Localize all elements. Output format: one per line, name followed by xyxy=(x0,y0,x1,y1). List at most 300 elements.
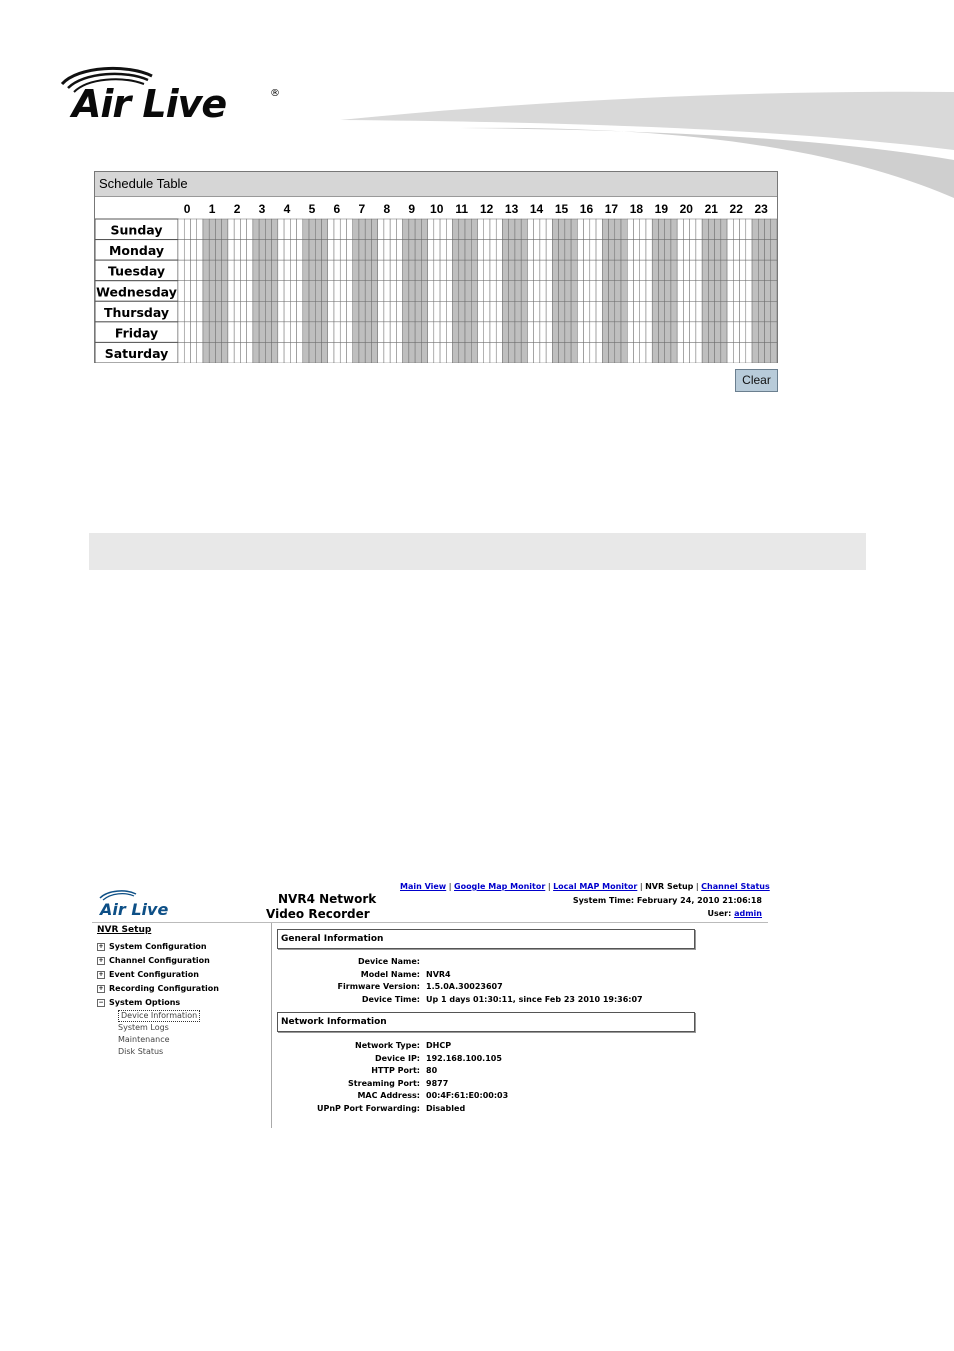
schedule-cell[interactable] xyxy=(234,219,240,240)
schedule-cell[interactable] xyxy=(758,219,764,240)
schedule-cell[interactable] xyxy=(746,240,752,261)
schedule-cell[interactable] xyxy=(727,281,733,302)
schedule-cell[interactable] xyxy=(615,219,621,240)
expand-icon[interactable]: + xyxy=(98,970,104,978)
schedule-cell[interactable] xyxy=(577,301,583,322)
schedule-cell[interactable] xyxy=(527,240,533,261)
schedule-cell[interactable] xyxy=(696,342,702,363)
schedule-cell[interactable] xyxy=(484,240,490,261)
schedule-cell[interactable] xyxy=(677,240,683,261)
schedule-cell[interactable] xyxy=(740,219,746,240)
schedule-cell[interactable] xyxy=(752,322,758,343)
schedule-cell[interactable] xyxy=(552,240,558,261)
schedule-cell[interactable] xyxy=(197,240,203,261)
schedule-cell[interactable] xyxy=(540,342,546,363)
schedule-cell[interactable] xyxy=(478,240,484,261)
schedule-cell[interactable] xyxy=(228,301,234,322)
schedule-cell[interactable] xyxy=(702,322,708,343)
schedule-cell[interactable] xyxy=(758,260,764,281)
schedule-cell[interactable] xyxy=(615,260,621,281)
schedule-cell[interactable] xyxy=(334,219,340,240)
schedule-cell[interactable] xyxy=(521,281,527,302)
schedule-cell[interactable] xyxy=(340,301,346,322)
schedule-cell[interactable] xyxy=(721,260,727,281)
schedule-cell[interactable] xyxy=(303,342,309,363)
schedule-cell[interactable] xyxy=(184,240,190,261)
schedule-cell[interactable] xyxy=(440,219,446,240)
schedule-cell[interactable] xyxy=(765,342,771,363)
schedule-cell[interactable] xyxy=(228,342,234,363)
schedule-cell[interactable] xyxy=(758,240,764,261)
schedule-cell[interactable] xyxy=(552,301,558,322)
schedule-cell[interactable] xyxy=(490,260,496,281)
schedule-cell[interactable] xyxy=(309,322,315,343)
schedule-cell[interactable] xyxy=(247,260,253,281)
schedule-cell[interactable] xyxy=(396,240,402,261)
schedule-cell[interactable] xyxy=(190,281,196,302)
sidebar-subitem-maintenance[interactable]: Maintenance xyxy=(118,1035,170,1044)
schedule-cell[interactable] xyxy=(303,219,309,240)
clear-button[interactable]: Clear xyxy=(735,369,778,392)
schedule-cell[interactable] xyxy=(440,240,446,261)
schedule-cell[interactable] xyxy=(403,322,409,343)
schedule-cell[interactable] xyxy=(584,219,590,240)
schedule-cell[interactable] xyxy=(546,322,552,343)
schedule-cell[interactable] xyxy=(359,281,365,302)
schedule-cell[interactable] xyxy=(259,322,265,343)
schedule-cell[interactable] xyxy=(371,342,377,363)
schedule-cell[interactable] xyxy=(315,301,321,322)
schedule-cell[interactable] xyxy=(509,281,515,302)
schedule-cell[interactable] xyxy=(334,301,340,322)
schedule-cell[interactable] xyxy=(259,240,265,261)
schedule-cell[interactable] xyxy=(640,322,646,343)
schedule-cell[interactable] xyxy=(640,260,646,281)
schedule-cell[interactable] xyxy=(278,301,284,322)
schedule-cell[interactable] xyxy=(490,240,496,261)
schedule-cell[interactable] xyxy=(771,301,777,322)
schedule-cell[interactable] xyxy=(652,322,658,343)
schedule-cell[interactable] xyxy=(259,301,265,322)
schedule-cell[interactable] xyxy=(640,219,646,240)
schedule-cell[interactable] xyxy=(478,260,484,281)
schedule-cell[interactable] xyxy=(222,219,228,240)
schedule-cell[interactable] xyxy=(490,301,496,322)
schedule-cell[interactable] xyxy=(322,240,328,261)
schedule-cell[interactable] xyxy=(496,322,502,343)
schedule-cell[interactable] xyxy=(215,219,221,240)
schedule-cell[interactable] xyxy=(240,301,246,322)
schedule-cell[interactable] xyxy=(209,342,215,363)
schedule-cell[interactable] xyxy=(278,322,284,343)
schedule-cell[interactable] xyxy=(527,260,533,281)
schedule-cell[interactable] xyxy=(272,260,278,281)
schedule-cell[interactable] xyxy=(665,322,671,343)
schedule-cell[interactable] xyxy=(546,260,552,281)
schedule-cell[interactable] xyxy=(309,219,315,240)
schedule-cell[interactable] xyxy=(515,342,521,363)
schedule-cell[interactable] xyxy=(253,342,259,363)
schedule-cell[interactable] xyxy=(671,260,677,281)
schedule-cell[interactable] xyxy=(671,240,677,261)
schedule-cell[interactable] xyxy=(559,342,565,363)
schedule-cell[interactable] xyxy=(346,342,352,363)
schedule-cell[interactable] xyxy=(278,342,284,363)
schedule-cell[interactable] xyxy=(446,240,452,261)
schedule-cell[interactable] xyxy=(565,260,571,281)
schedule-cell[interactable] xyxy=(646,322,652,343)
schedule-cell[interactable] xyxy=(297,342,303,363)
schedule-cell[interactable] xyxy=(502,260,508,281)
schedule-cell[interactable] xyxy=(546,281,552,302)
schedule-cell[interactable] xyxy=(665,342,671,363)
schedule-cell[interactable] xyxy=(496,301,502,322)
schedule-cell[interactable] xyxy=(540,322,546,343)
schedule-cell[interactable] xyxy=(396,301,402,322)
schedule-cell[interactable] xyxy=(234,260,240,281)
schedule-cell[interactable] xyxy=(253,260,259,281)
schedule-cell[interactable] xyxy=(253,281,259,302)
schedule-cell[interactable] xyxy=(240,281,246,302)
schedule-cell[interactable] xyxy=(633,219,639,240)
schedule-cell[interactable] xyxy=(521,301,527,322)
user-link[interactable]: admin xyxy=(734,909,762,918)
schedule-cell[interactable] xyxy=(752,240,758,261)
schedule-cell[interactable] xyxy=(515,301,521,322)
schedule-cell[interactable] xyxy=(365,219,371,240)
schedule-cell[interactable] xyxy=(434,240,440,261)
schedule-cell[interactable] xyxy=(609,301,615,322)
schedule-cell[interactable] xyxy=(415,281,421,302)
schedule-cell[interactable] xyxy=(771,281,777,302)
schedule-cell[interactable] xyxy=(384,240,390,261)
schedule-cell[interactable] xyxy=(521,219,527,240)
schedule-cell[interactable] xyxy=(215,281,221,302)
schedule-cell[interactable] xyxy=(484,322,490,343)
schedule-cell[interactable] xyxy=(708,219,714,240)
schedule-cell[interactable] xyxy=(740,260,746,281)
schedule-cell[interactable] xyxy=(615,240,621,261)
schedule-cell[interactable] xyxy=(590,301,596,322)
schedule-cell[interactable] xyxy=(665,281,671,302)
schedule-cell[interactable] xyxy=(478,342,484,363)
schedule-cell[interactable] xyxy=(758,322,764,343)
schedule-cell[interactable] xyxy=(453,322,459,343)
schedule-cell[interactable] xyxy=(609,240,615,261)
schedule-cell[interactable] xyxy=(453,260,459,281)
schedule-cell[interactable] xyxy=(272,301,278,322)
schedule-cell[interactable] xyxy=(465,301,471,322)
schedule-cell[interactable] xyxy=(658,301,664,322)
schedule-cell[interactable] xyxy=(515,260,521,281)
schedule-cell[interactable] xyxy=(621,260,627,281)
schedule-cell[interactable] xyxy=(409,281,415,302)
schedule-cell[interactable] xyxy=(272,240,278,261)
schedule-cell[interactable] xyxy=(203,322,209,343)
schedule-cell[interactable] xyxy=(596,219,602,240)
schedule-cell[interactable] xyxy=(746,281,752,302)
schedule-cell[interactable] xyxy=(633,260,639,281)
schedule-cell[interactable] xyxy=(615,342,621,363)
schedule-cell[interactable] xyxy=(584,240,590,261)
schedule-cell[interactable] xyxy=(721,219,727,240)
schedule-cell[interactable] xyxy=(371,301,377,322)
schedule-cell[interactable] xyxy=(334,281,340,302)
schedule-cell[interactable] xyxy=(721,240,727,261)
schedule-cell[interactable] xyxy=(602,301,608,322)
schedule-cell[interactable] xyxy=(446,260,452,281)
schedule-cell[interactable] xyxy=(521,260,527,281)
schedule-cell[interactable] xyxy=(596,342,602,363)
schedule-cell[interactable] xyxy=(390,342,396,363)
schedule-cell[interactable] xyxy=(733,301,739,322)
schedule-cell[interactable] xyxy=(415,342,421,363)
schedule-cell[interactable] xyxy=(683,260,689,281)
schedule-cell[interactable] xyxy=(259,260,265,281)
schedule-cell[interactable] xyxy=(371,219,377,240)
schedule-cell[interactable] xyxy=(671,342,677,363)
schedule-cell[interactable] xyxy=(527,322,533,343)
schedule-cell[interactable] xyxy=(315,260,321,281)
schedule-cell[interactable] xyxy=(496,240,502,261)
schedule-cell[interactable] xyxy=(253,240,259,261)
schedule-cell[interactable] xyxy=(677,281,683,302)
schedule-cell[interactable] xyxy=(340,281,346,302)
schedule-cell[interactable] xyxy=(396,322,402,343)
schedule-cell[interactable] xyxy=(403,219,409,240)
schedule-cell[interactable] xyxy=(340,240,346,261)
schedule-cell[interactable] xyxy=(328,322,334,343)
schedule-cell[interactable] xyxy=(708,260,714,281)
schedule-cell[interactable] xyxy=(234,342,240,363)
schedule-cell[interactable] xyxy=(328,240,334,261)
schedule-cell[interactable] xyxy=(590,281,596,302)
schedule-cell[interactable] xyxy=(740,322,746,343)
schedule-cell[interactable] xyxy=(184,219,190,240)
schedule-cell[interactable] xyxy=(627,240,633,261)
schedule-cell[interactable] xyxy=(215,260,221,281)
schedule-cell[interactable] xyxy=(284,322,290,343)
schedule-cell[interactable] xyxy=(403,240,409,261)
schedule-cell[interactable] xyxy=(265,342,271,363)
schedule-cell[interactable] xyxy=(621,281,627,302)
schedule-cell[interactable] xyxy=(733,342,739,363)
schedule-cell[interactable] xyxy=(615,301,621,322)
schedule-cell[interactable] xyxy=(434,342,440,363)
schedule-cell[interactable] xyxy=(621,240,627,261)
schedule-cell[interactable] xyxy=(390,260,396,281)
schedule-cell[interactable] xyxy=(353,301,359,322)
schedule-cell[interactable] xyxy=(396,260,402,281)
schedule-cell[interactable] xyxy=(428,281,434,302)
schedule-cell[interactable] xyxy=(309,260,315,281)
schedule-cell[interactable] xyxy=(415,322,421,343)
schedule-cell[interactable] xyxy=(309,301,315,322)
schedule-cell[interactable] xyxy=(415,260,421,281)
schedule-cell[interactable] xyxy=(733,260,739,281)
schedule-cell[interactable] xyxy=(446,301,452,322)
schedule-cell[interactable] xyxy=(240,342,246,363)
schedule-cell[interactable] xyxy=(708,240,714,261)
schedule-cell[interactable] xyxy=(334,322,340,343)
schedule-cell[interactable] xyxy=(565,301,571,322)
schedule-cell[interactable] xyxy=(677,260,683,281)
schedule-cell[interactable] xyxy=(733,281,739,302)
schedule-cell[interactable] xyxy=(290,342,296,363)
schedule-cell[interactable] xyxy=(178,260,184,281)
schedule-cell[interactable] xyxy=(421,322,427,343)
schedule-cell[interactable] xyxy=(284,219,290,240)
schedule-cell[interactable] xyxy=(459,281,465,302)
schedule-cell[interactable] xyxy=(265,301,271,322)
schedule-cell[interactable] xyxy=(209,322,215,343)
schedule-cell[interactable] xyxy=(478,301,484,322)
schedule-cell[interactable] xyxy=(440,342,446,363)
schedule-cell[interactable] xyxy=(353,322,359,343)
schedule-cell[interactable] xyxy=(178,322,184,343)
sidebar-item-event-configuration[interactable]: + Event Configuration xyxy=(98,970,199,979)
schedule-cell[interactable] xyxy=(209,301,215,322)
schedule-cell[interactable] xyxy=(633,342,639,363)
schedule-cell[interactable] xyxy=(365,322,371,343)
schedule-cell[interactable] xyxy=(652,342,658,363)
schedule-cell[interactable] xyxy=(253,219,259,240)
schedule-cell[interactable] xyxy=(396,219,402,240)
schedule-cell[interactable] xyxy=(290,260,296,281)
schedule-cell[interactable] xyxy=(708,281,714,302)
schedule-cell[interactable] xyxy=(758,301,764,322)
schedule-cell[interactable] xyxy=(740,240,746,261)
schedule-cell[interactable] xyxy=(577,240,583,261)
schedule-cell[interactable] xyxy=(184,342,190,363)
sidebar-title[interactable]: NVR Setup xyxy=(97,925,152,935)
schedule-cell[interactable] xyxy=(434,260,440,281)
schedule-cell[interactable] xyxy=(459,301,465,322)
schedule-cell[interactable] xyxy=(209,219,215,240)
schedule-cell[interactable] xyxy=(403,342,409,363)
schedule-cell[interactable] xyxy=(297,281,303,302)
schedule-cell[interactable] xyxy=(471,281,477,302)
schedule-cell[interactable] xyxy=(765,322,771,343)
schedule-cell[interactable] xyxy=(621,342,627,363)
schedule-cell[interactable] xyxy=(690,240,696,261)
schedule-cell[interactable] xyxy=(590,260,596,281)
schedule-cell[interactable] xyxy=(496,342,502,363)
schedule-cell[interactable] xyxy=(428,301,434,322)
schedule-cell[interactable] xyxy=(421,219,427,240)
schedule-cell[interactable] xyxy=(715,281,721,302)
sidebar-item-system-options[interactable]: − System Options xyxy=(98,998,181,1007)
schedule-cell[interactable] xyxy=(627,301,633,322)
schedule-cell[interactable] xyxy=(459,219,465,240)
schedule-cell[interactable] xyxy=(484,281,490,302)
schedule-cell[interactable] xyxy=(752,260,758,281)
schedule-cell[interactable] xyxy=(209,240,215,261)
schedule-cell[interactable] xyxy=(696,322,702,343)
schedule-cell[interactable] xyxy=(297,322,303,343)
schedule-cell[interactable] xyxy=(602,322,608,343)
schedule-cell[interactable] xyxy=(465,260,471,281)
schedule-cell[interactable] xyxy=(683,342,689,363)
schedule-cell[interactable] xyxy=(771,322,777,343)
schedule-cell[interactable] xyxy=(509,219,515,240)
schedule-cell[interactable] xyxy=(633,301,639,322)
schedule-cell[interactable] xyxy=(465,322,471,343)
schedule-cell[interactable] xyxy=(290,322,296,343)
schedule-cell[interactable] xyxy=(509,240,515,261)
schedule-cell[interactable] xyxy=(571,322,577,343)
schedule-cell[interactable] xyxy=(290,240,296,261)
schedule-cell[interactable] xyxy=(272,281,278,302)
schedule-cell[interactable] xyxy=(640,240,646,261)
schedule-cell[interactable] xyxy=(602,281,608,302)
schedule-cell[interactable] xyxy=(484,260,490,281)
schedule-cell[interactable] xyxy=(627,342,633,363)
schedule-cell[interactable] xyxy=(322,281,328,302)
schedule-cell[interactable] xyxy=(303,281,309,302)
schedule-cell[interactable] xyxy=(190,260,196,281)
schedule-cell[interactable] xyxy=(521,342,527,363)
schedule-cell[interactable] xyxy=(428,342,434,363)
schedule-cell[interactable] xyxy=(459,342,465,363)
schedule-cell[interactable] xyxy=(390,281,396,302)
schedule-cell[interactable] xyxy=(652,260,658,281)
schedule-cell[interactable] xyxy=(602,219,608,240)
schedule-cell[interactable] xyxy=(646,260,652,281)
schedule-cell[interactable] xyxy=(577,342,583,363)
schedule-cell[interactable] xyxy=(752,281,758,302)
schedule-cell[interactable] xyxy=(290,301,296,322)
schedule-cell[interactable] xyxy=(502,322,508,343)
schedule-cell[interactable] xyxy=(371,260,377,281)
schedule-cell[interactable] xyxy=(315,240,321,261)
schedule-cell[interactable] xyxy=(658,219,664,240)
schedule-cell[interactable] xyxy=(434,301,440,322)
schedule-cell[interactable] xyxy=(453,281,459,302)
schedule-cell[interactable] xyxy=(484,219,490,240)
schedule-cell[interactable] xyxy=(309,240,315,261)
schedule-cell[interactable] xyxy=(259,342,265,363)
schedule-cell[interactable] xyxy=(247,322,253,343)
schedule-cell[interactable] xyxy=(346,322,352,343)
schedule-cell[interactable] xyxy=(203,260,209,281)
schedule-cell[interactable] xyxy=(203,301,209,322)
schedule-cell[interactable] xyxy=(565,240,571,261)
schedule-cell[interactable] xyxy=(228,240,234,261)
schedule-cell[interactable] xyxy=(596,240,602,261)
schedule-cell[interactable] xyxy=(752,301,758,322)
schedule-cell[interactable] xyxy=(371,281,377,302)
schedule-cell[interactable] xyxy=(621,301,627,322)
schedule-cell[interactable] xyxy=(378,301,384,322)
schedule-cell[interactable] xyxy=(409,322,415,343)
schedule-cell[interactable] xyxy=(565,219,571,240)
schedule-cell[interactable] xyxy=(340,219,346,240)
schedule-cell[interactable] xyxy=(677,342,683,363)
schedule-cell[interactable] xyxy=(602,342,608,363)
schedule-cell[interactable] xyxy=(552,260,558,281)
schedule-cell[interactable] xyxy=(365,281,371,302)
schedule-cell[interactable] xyxy=(740,342,746,363)
schedule-cell[interactable] xyxy=(465,281,471,302)
schedule-cell[interactable] xyxy=(446,342,452,363)
schedule-cell[interactable] xyxy=(340,342,346,363)
schedule-cell[interactable] xyxy=(278,219,284,240)
schedule-cell[interactable] xyxy=(378,281,384,302)
schedule-cell[interactable] xyxy=(259,281,265,302)
schedule-cell[interactable] xyxy=(465,219,471,240)
schedule-cell[interactable] xyxy=(203,219,209,240)
